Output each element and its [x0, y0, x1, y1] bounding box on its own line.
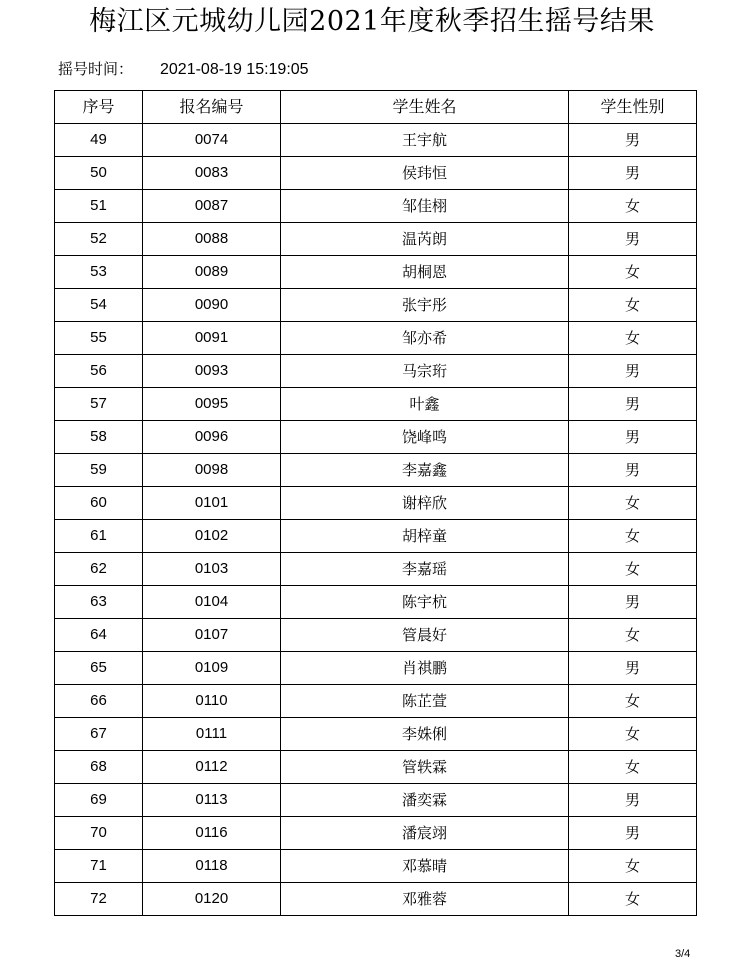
- cell-registration-number: 0093: [143, 355, 281, 388]
- cell-student-gender: 女: [569, 553, 697, 586]
- cell-student-name: 胡梓童: [281, 520, 569, 553]
- table-row: [55, 520, 697, 553]
- cell-student-name: 李姝俐: [281, 718, 569, 751]
- cell-registration-number: 0074: [143, 124, 281, 157]
- cell-registration-number: 0095: [143, 388, 281, 421]
- cell-sequence: 54: [55, 289, 143, 322]
- cell-student-name: 李嘉瑶: [281, 553, 569, 586]
- cell-student-gender: 男: [569, 355, 697, 388]
- cell-registration-number: 0104: [143, 586, 281, 619]
- cell-student-gender: 男: [569, 784, 697, 817]
- cell-student-name: 张宇彤: [281, 289, 569, 322]
- cell-student-gender: 女: [569, 487, 697, 520]
- cell-sequence: 58: [55, 421, 143, 454]
- cell-student-gender: 女: [569, 289, 697, 322]
- cell-student-name: 王宇航: [281, 124, 569, 157]
- cell-registration-number: 0089: [143, 256, 281, 289]
- cell-student-gender: 女: [569, 883, 697, 916]
- cell-student-name: 管轶霖: [281, 751, 569, 784]
- cell-student-name: 邓雅蓉: [281, 883, 569, 916]
- table-row: [55, 619, 697, 652]
- cell-student-name: 邓慕晴: [281, 850, 569, 883]
- cell-student-gender: 男: [569, 586, 697, 619]
- cell-student-name: 马宗珩: [281, 355, 569, 388]
- cell-student-gender: 女: [569, 619, 697, 652]
- cell-student-name: 潘宸翊: [281, 817, 569, 850]
- cell-registration-number: 0087: [143, 190, 281, 223]
- cell-sequence: 53: [55, 256, 143, 289]
- cell-sequence: 72: [55, 883, 143, 916]
- cell-student-name: 温芮朗: [281, 223, 569, 256]
- cell-registration-number: 0112: [143, 751, 281, 784]
- cell-registration-number: 0091: [143, 322, 281, 355]
- cell-student-name: 叶鑫: [281, 388, 569, 421]
- cell-sequence: 69: [55, 784, 143, 817]
- cell-registration-number: 0110: [143, 685, 281, 718]
- cell-student-gender: 女: [569, 190, 697, 223]
- cell-student-gender: 女: [569, 751, 697, 784]
- cell-student-name: 饶峰鸣: [281, 421, 569, 454]
- cell-student-gender: 男: [569, 388, 697, 421]
- cell-registration-number: 0102: [143, 520, 281, 553]
- cell-sequence: 55: [55, 322, 143, 355]
- cell-sequence: 65: [55, 652, 143, 685]
- cell-registration-number: 0113: [143, 784, 281, 817]
- lottery-results-table: [54, 90, 697, 916]
- header-student-gender: 学生性别: [569, 91, 697, 124]
- cell-student-name: 邹佳栩: [281, 190, 569, 223]
- table-row: [55, 388, 697, 421]
- header-sequence: 序号: [55, 91, 143, 124]
- table-row: [55, 652, 697, 685]
- cell-student-gender: 男: [569, 652, 697, 685]
- cell-sequence: 64: [55, 619, 143, 652]
- table-row: [55, 751, 697, 784]
- table-row: [55, 487, 697, 520]
- cell-sequence: 70: [55, 817, 143, 850]
- table-header-row: [55, 91, 697, 124]
- cell-sequence: 49: [55, 124, 143, 157]
- cell-student-gender: 男: [569, 817, 697, 850]
- cell-sequence: 52: [55, 223, 143, 256]
- cell-registration-number: 0096: [143, 421, 281, 454]
- cell-registration-number: 0109: [143, 652, 281, 685]
- cell-sequence: 61: [55, 520, 143, 553]
- cell-sequence: 71: [55, 850, 143, 883]
- cell-student-gender: 男: [569, 421, 697, 454]
- cell-sequence: 68: [55, 751, 143, 784]
- cell-sequence: 57: [55, 388, 143, 421]
- cell-registration-number: 0088: [143, 223, 281, 256]
- cell-student-name: 李嘉鑫: [281, 454, 569, 487]
- cell-registration-number: 0083: [143, 157, 281, 190]
- table-row: [55, 718, 697, 751]
- table-row: [55, 157, 697, 190]
- cell-student-gender: 男: [569, 223, 697, 256]
- table-row: [55, 883, 697, 916]
- cell-student-gender: 男: [569, 124, 697, 157]
- cell-registration-number: 0116: [143, 817, 281, 850]
- cell-sequence: 59: [55, 454, 143, 487]
- table-row: [55, 817, 697, 850]
- cell-sequence: 66: [55, 685, 143, 718]
- cell-student-gender: 女: [569, 850, 697, 883]
- cell-student-name: 肖祺鹏: [281, 652, 569, 685]
- cell-student-gender: 女: [569, 322, 697, 355]
- table-row: [55, 454, 697, 487]
- cell-student-gender: 女: [569, 718, 697, 751]
- cell-registration-number: 0098: [143, 454, 281, 487]
- table-row: [55, 355, 697, 388]
- table-row: [55, 421, 697, 454]
- page-number: 3/4: [675, 948, 691, 960]
- cell-student-gender: 女: [569, 520, 697, 553]
- table-row: [55, 256, 697, 289]
- cell-student-gender: 女: [569, 685, 697, 718]
- cell-student-gender: 男: [569, 454, 697, 487]
- cell-sequence: 62: [55, 553, 143, 586]
- document-title: 梅江区元城幼儿园2021年度秋季招生摇号结果: [89, 6, 655, 37]
- cell-student-gender: 男: [569, 157, 697, 190]
- cell-registration-number: 0111: [143, 718, 281, 751]
- table-row: [55, 850, 697, 883]
- table-row: [55, 124, 697, 157]
- cell-registration-number: 0118: [143, 850, 281, 883]
- draw-time-label: 摇号时间：: [58, 60, 134, 78]
- cell-registration-number: 0101: [143, 487, 281, 520]
- table-row: [55, 784, 697, 817]
- table-row: [55, 322, 697, 355]
- cell-sequence: 50: [55, 157, 143, 190]
- cell-student-name: 潘奕霖: [281, 784, 569, 817]
- cell-student-name: 侯玮恒: [281, 157, 569, 190]
- cell-sequence: 67: [55, 718, 143, 751]
- cell-student-name: 谢梓欣: [281, 487, 569, 520]
- cell-sequence: 60: [55, 487, 143, 520]
- table-row: [55, 685, 697, 718]
- table-row: [55, 586, 697, 619]
- cell-student-name: 陈芷萱: [281, 685, 569, 718]
- cell-registration-number: 0103: [143, 553, 281, 586]
- cell-student-name: 胡桐恩: [281, 256, 569, 289]
- cell-registration-number: 0120: [143, 883, 281, 916]
- draw-time-value: 2021-08-19 15:19:05: [160, 61, 309, 78]
- cell-registration-number: 0107: [143, 619, 281, 652]
- cell-student-gender: 女: [569, 256, 697, 289]
- cell-sequence: 56: [55, 355, 143, 388]
- cell-student-name: 邹亦希: [281, 322, 569, 355]
- header-registration-number: 报名编号: [143, 91, 281, 124]
- table-row: [55, 553, 697, 586]
- table-row: [55, 289, 697, 322]
- cell-student-name: 管晨好: [281, 619, 569, 652]
- table-row: [55, 223, 697, 256]
- cell-registration-number: 0090: [143, 289, 281, 322]
- cell-student-name: 陈宇杭: [281, 586, 569, 619]
- cell-sequence: 51: [55, 190, 143, 223]
- draw-time-line: [58, 58, 309, 81]
- table-row: [55, 190, 697, 223]
- header-student-name: 学生姓名: [281, 91, 569, 124]
- cell-sequence: 63: [55, 586, 143, 619]
